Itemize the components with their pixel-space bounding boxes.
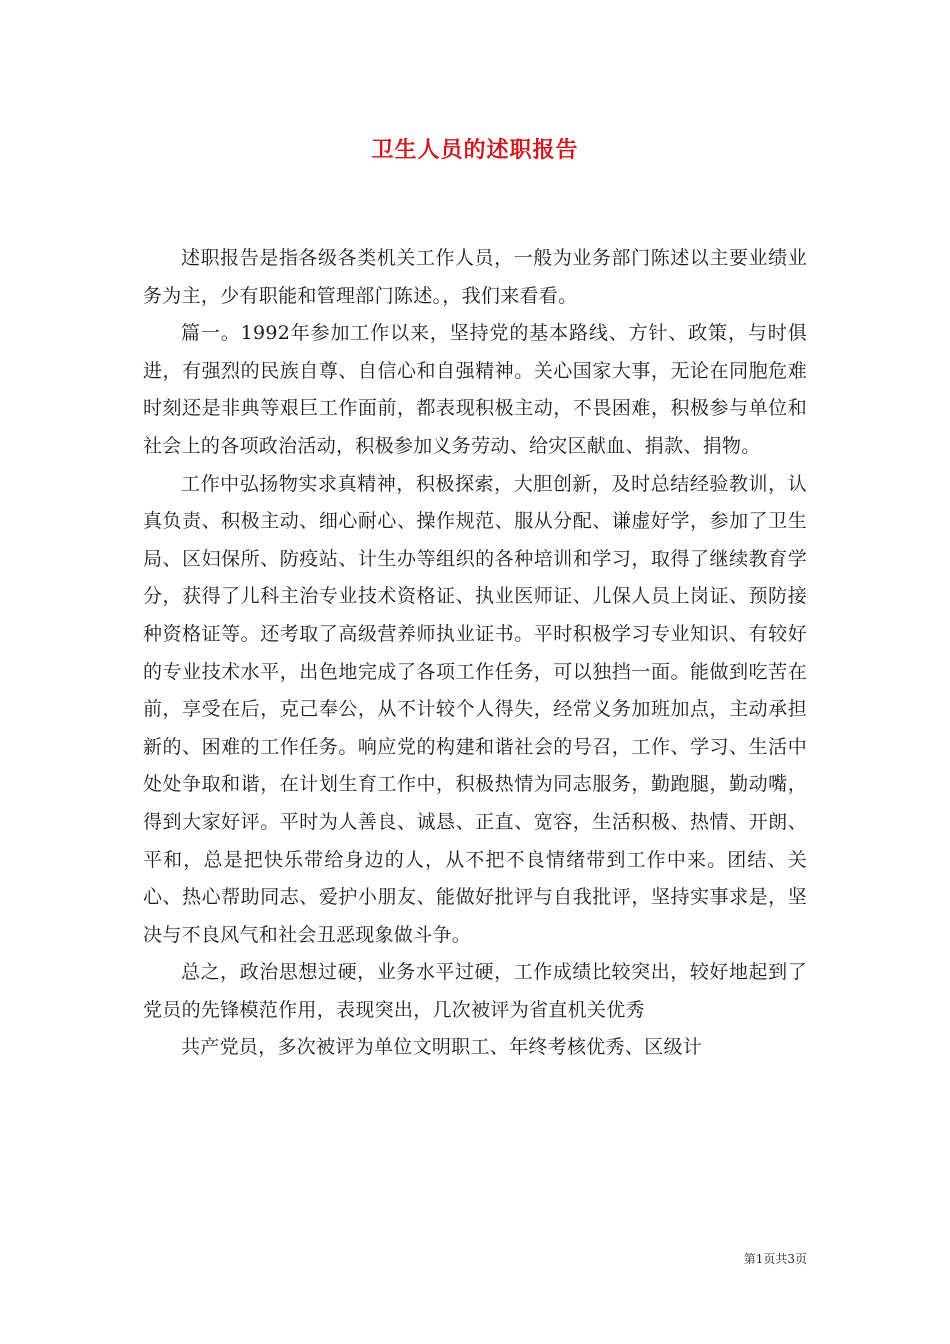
paragraph-part-one: 篇一。1992年参加工作以来，坚持党的基本路线、方针、政策，与时俱进，有强烈的民族自尊、自信心和自强精神。关心国家大事，无论在同胞危难时刻还是非典等艰巨工作面前，都表现积极主动，不畏困难，积极参与单位和社会上的各项政治活动，积极参加义务劳动、给灾区献血、捐款、捐物。 xyxy=(143,322,807,457)
paragraph-continued: 共产党员，多次被评为单位文明职工、年终考核优秀、区级计 xyxy=(181,1036,703,1059)
paragraph-summary: 总之，政治思想过硬，业务水平过硬，工作成绩比较突出，较好地起到了党员的先锋模范作用，表现突出，几次被评为省直机关优秀 xyxy=(143,961,807,1021)
paragraph-intro: 述职报告是指各级各类机关工作人员，一般为业务部门陈述以主要业绩业务为主，少有职能和管理部门陈述。，我们来看看。 xyxy=(143,247,807,307)
paragraph-work: 工作中弘扬物实求真精神，积极探索，大胆创新，及时总结经验教训，认真负责、积极主动、细心耐心、操作规范、服从分配、谦虚好学，参加了卫生局、区妇保所、防疫站、计生办等组织的各种培训和学习，取得了继续教育学分，获得了儿科主治专业技术资格证、执业医师证、儿保人员上岗证、预防接种资格证等。还考取了高级营养师执业证书。平时积极学习专业知识、有较好的专业技术水平，出色地完成了各项工作任务，可以独挡一面。能做到吃苦在前，享受在后，克己奉公，从不计较个人得失，经常义务加班加点，主动承担新的、困难的工作任务。响应党的构建和谐社会的号召，工作、学习、生活中处处争取和谐，在计划生育工作中，积极热情为同志服务，勤跑腿，勤动嘴，得到大家好评。平时为人善良、诚恳、正直、宽容，生活积极、热情、开朗、平和，总是把快乐带给身边的人，从不把不良情绪带到工作中来。团结、关心、热心帮助同志、爱护小朋友、能做好批评与自我批评，坚持实事求是，坚决与不良风气和社会丑恶现象做斗争。 xyxy=(143,472,807,946)
document-body xyxy=(143,240,807,1067)
page-title: 卫生人员的述职报告 xyxy=(371,137,579,163)
page-number: 第1页共3页 xyxy=(743,1252,807,1266)
